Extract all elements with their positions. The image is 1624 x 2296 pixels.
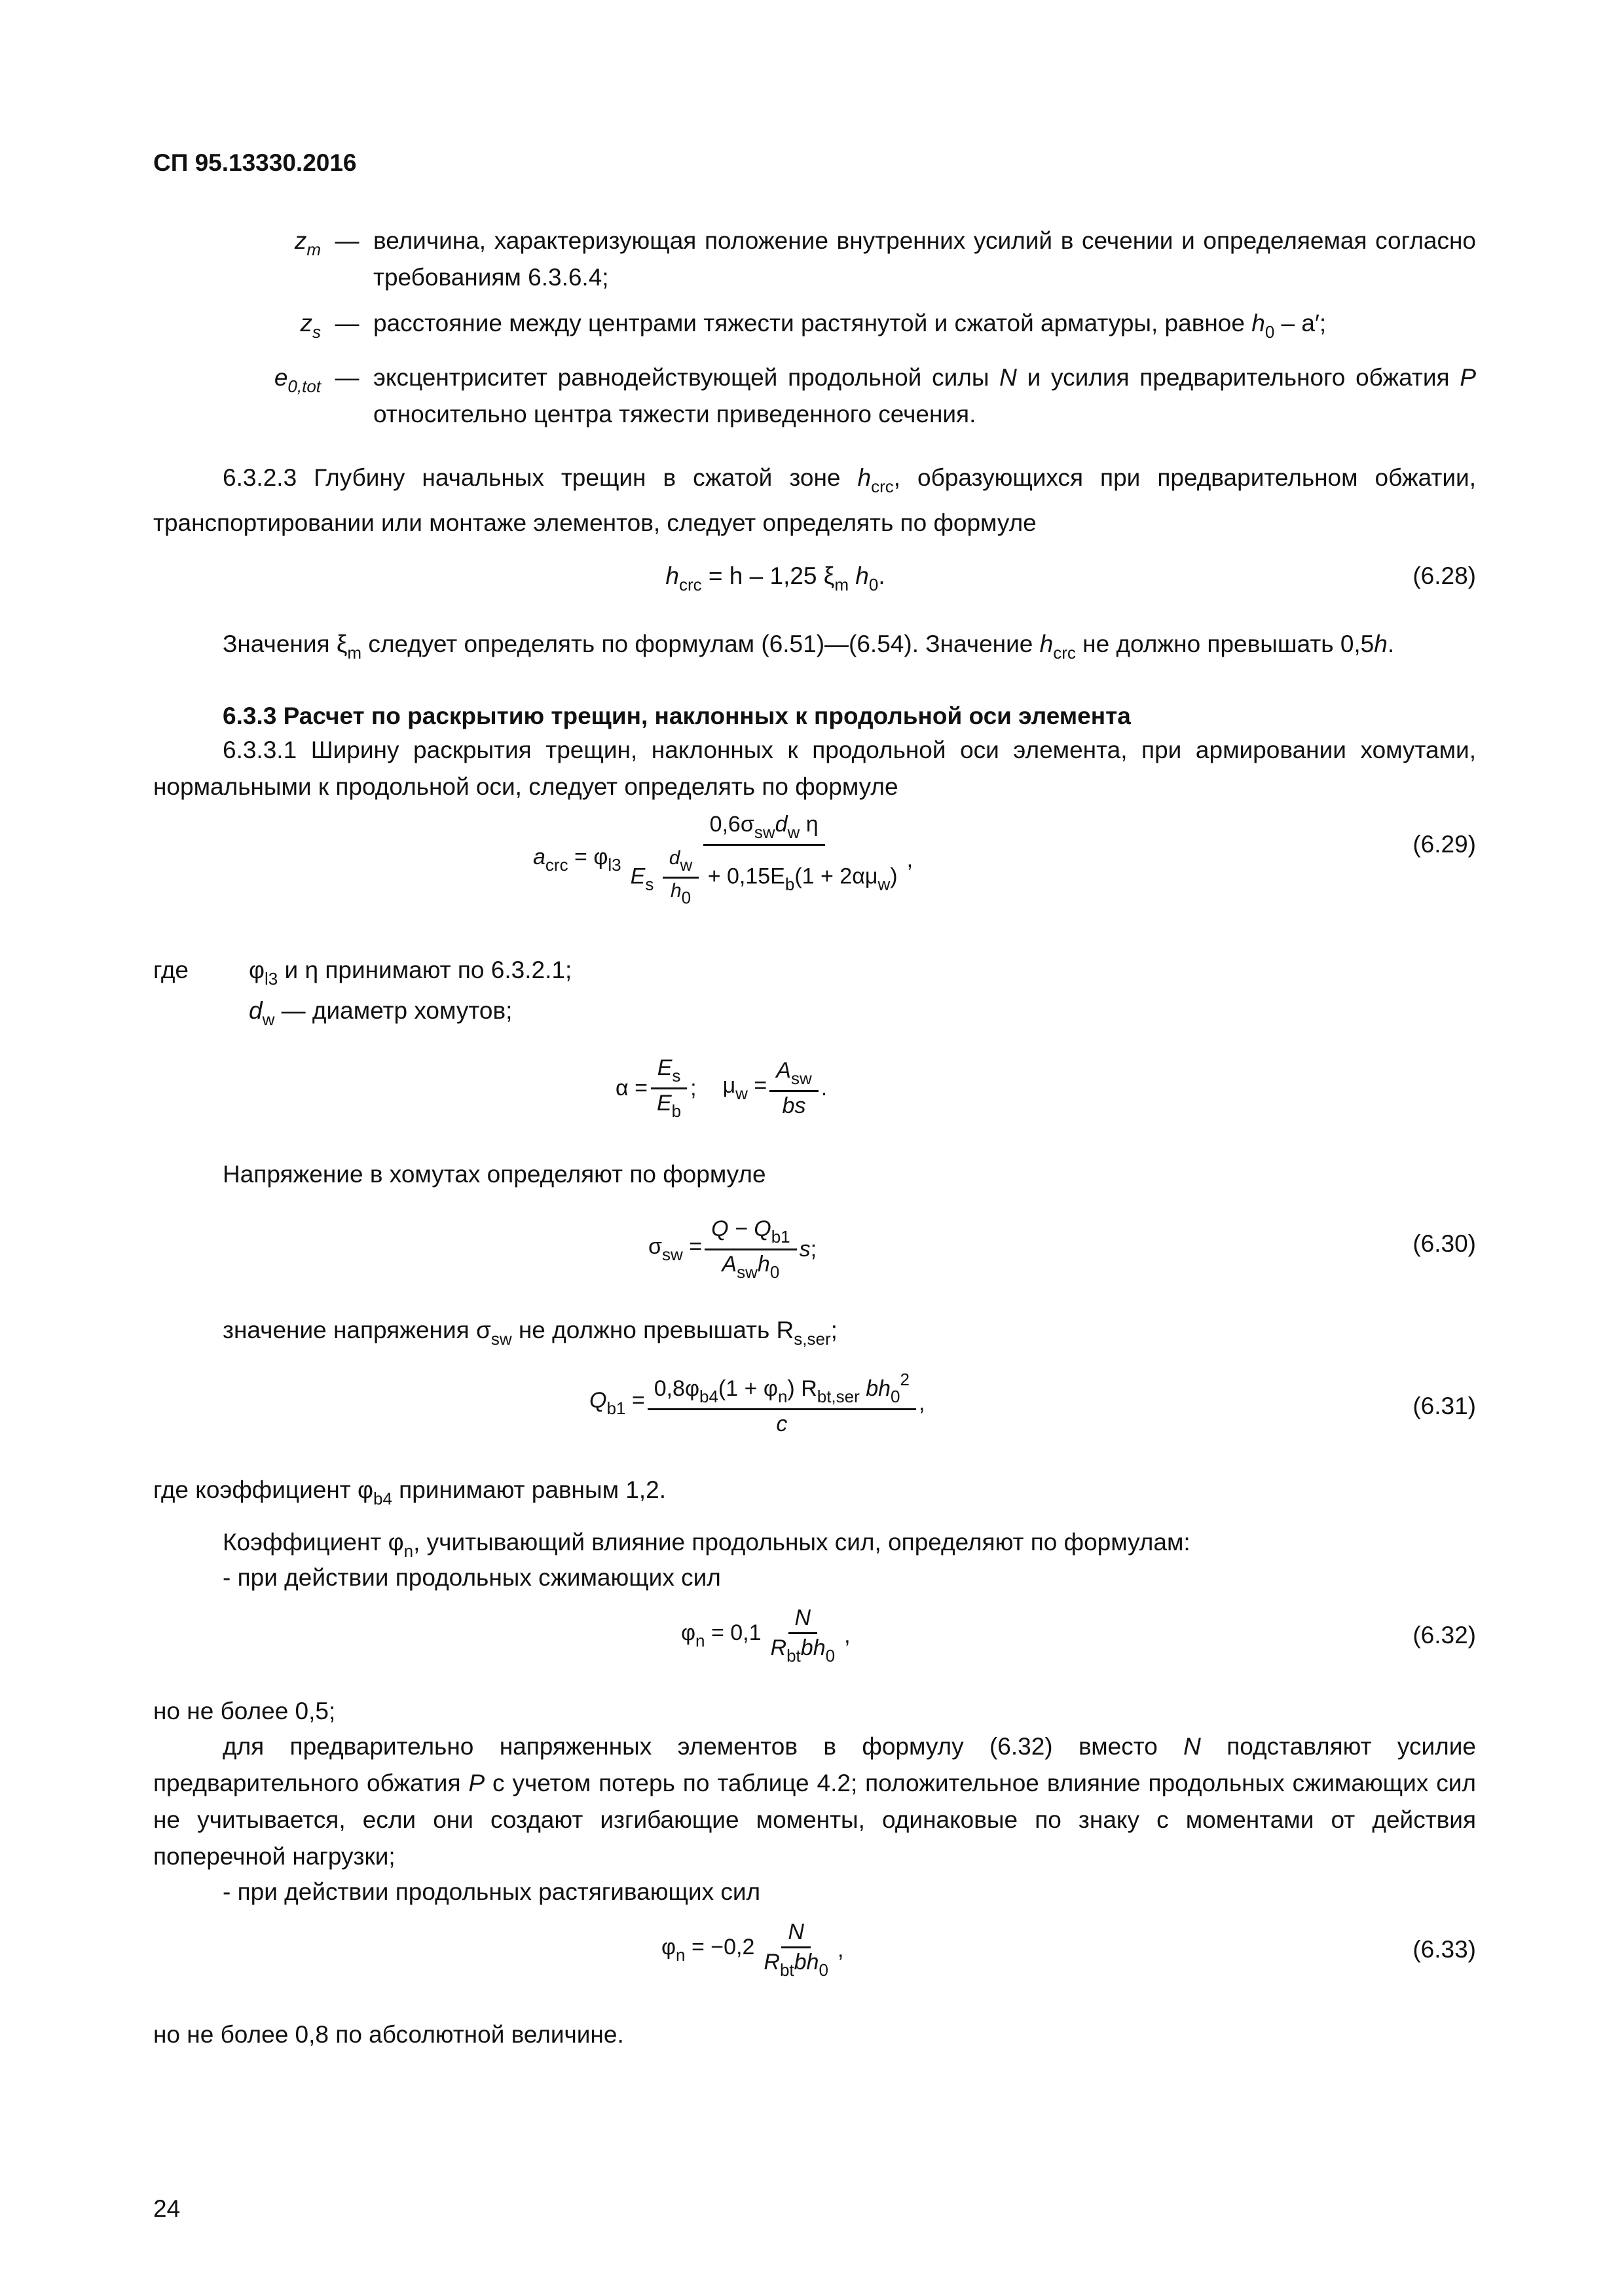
stress-note: значение напряжения $\sigma_{sw}$ не должно превышать $R_{s,ser}$;	[223, 1317, 838, 1349]
symbol-e0tot: $e_{0,tot}$	[274, 364, 321, 396]
definitions-list	[153, 223, 1476, 442]
equation-alpha-mu: α = $\frac{E_s}{E_b}$ ; $\mu_w$ = $\frac{A_{sw}}{bs}$ .	[616, 1055, 828, 1121]
page-number: 24	[153, 2195, 181, 2222]
coef-note: где коэффициент $\varphi_{b4}$ принимают равным 1,2.	[153, 1476, 667, 1508]
definition-zs: $z_s$ — расстояние между центрами тяжести растянутой и сжатой арматуры, равное $h_0 - a'$;	[153, 305, 1476, 350]
equation-number: (6.32)	[1412, 1622, 1476, 1649]
equation-6-33: $\varphi_n = -0,2$ $\frac{N}{R_{bt}bh_0}$ ,	[661, 1920, 844, 1980]
equation-number: (6.31)	[1412, 1393, 1476, 1419]
definition-zm: $z_m$ — величина, характеризующая положение внутренних усилий в сечении и определяемая согласно требованиям 6.3.6.4;	[153, 223, 1476, 296]
definition-text: расстояние между центрами тяжести растянутой и сжатой арматуры, равное $h_0 - a'$;	[373, 310, 1327, 342]
bullet-tension: - при действии продольных растягивающих сил	[223, 1878, 761, 1905]
limit-1: но не более 0,5;	[153, 1698, 336, 1724]
equation-number: (6.29)	[1412, 831, 1476, 858]
equation-number: (6.33)	[1412, 1936, 1476, 1963]
symbol-zs: $z_s$	[300, 310, 321, 342]
bullet-compression: - при действии продольных сжимающих сил	[223, 1564, 721, 1591]
where-dw-line: $d_w$ — диаметр хомутов;	[249, 997, 513, 1029]
definition-text: эксцентриситет равнодействующей продольной силы N и усилия предварительного обжатия P относительно центра тяжести приведенного сечения.	[373, 364, 1476, 428]
equation-6-32: $\varphi_n = 0,1$ $\frac{N}{R_{bt}bh_0}$ ,	[681, 1605, 851, 1666]
where-label: где	[153, 957, 189, 983]
symbol-zm: $z_m$	[294, 227, 321, 259]
paragraph-6-3-3-1: 6.3.3.1 Ширину раскрытия трещин, наклонных к продольной оси элемента, при армировании хомутами, нормальными к продольной оси, следует определять по формуле	[153, 737, 1476, 800]
section-heading-6-3-3: 6.3.3 Расчет по раскрытию трещин, наклонных к продольной оси элемента	[223, 702, 1131, 729]
equation-6-29: $a_{crc} = \varphi_{l3}$ $0,6\sigma_{sw}d_w$ η $E_s$ $\frac{d_w}{h_0}$ + $0,15E_b(1 + 2\alpha\mu_w)$ ,	[533, 812, 913, 907]
phi-n-intro: Коэффициент $\varphi_n$, учитывающий влияние продольных сил, определяют по формулам:	[223, 1529, 1190, 1561]
stress-intro: Напряжение в хомутах определяют по формуле	[223, 1161, 766, 1188]
definition-e0tot: $e_{0,tot}$ — эксцентриситет равнодействующей продольной силы N и усилия предварительного обжатия P относительно центра тяжести приведенного сечения.	[153, 359, 1476, 433]
equation-number: (6.30)	[1412, 1230, 1476, 1257]
fraction: $0,6\sigma_{sw}d_w$ η $E_s$ $\frac{d_w}{h_0}$ + $0,15E_b(1 + 2\alpha\mu_w)$	[630, 812, 898, 907]
limit-2: но не более 0,8 по абсолютной величине.	[153, 2021, 624, 2048]
equation-6-30: $\sigma_{sw}$ = $\frac{Q - Q_{b1}}{A_{sw}h_0}$ s ;	[648, 1216, 817, 1282]
equation-6-31: $Q_{b1}$ = $\frac{0,8\varphi_{b4}(1 + \varphi_n) R_{bt,ser} bh_0^2}{c}$ ,	[589, 1370, 925, 1436]
equation-6-28: $h_{crc} = h - 1,25$ $\xi_m$ $h_0$.	[665, 562, 885, 594]
paragraph-6-3-2-3: 6.3.2.3 Глубину начальных трещин в сжатой зоне $h_{crc}$, образующихся при предварительном обжатии, транспортировании или монтаже элементов, следует определять по формуле	[153, 464, 1476, 536]
prestress-note: для предварительно напряженных элементов в формулу (6.32) вместо N подставляют усилие предварительного обжатия P с учетом потерь по таблице 4.2; положительное влияние продольных сжимающих сил не учитывается, если они создают изгибающие моменты, одинаковые по знаку с моментами от действия поперечной нагрузки;	[153, 1733, 1477, 1870]
document-header: СП 95.13330.2016	[153, 149, 357, 176]
equation-number: (6.28)	[1412, 562, 1476, 589]
where-phi-line: $\varphi_{l3}$ и η принимают по 6.3.2.1;	[249, 957, 572, 989]
xi-note: Значения $\xi_m$ следует определять по формулам (6.51)—(6.54). Значение $h_{crc}$ не должно превышать 0,5h.	[223, 630, 1395, 663]
definition-text: величина, характеризующая положение внутренних усилий в сечении и определяемая согласно требованиям 6.3.6.4;	[373, 227, 1476, 291]
